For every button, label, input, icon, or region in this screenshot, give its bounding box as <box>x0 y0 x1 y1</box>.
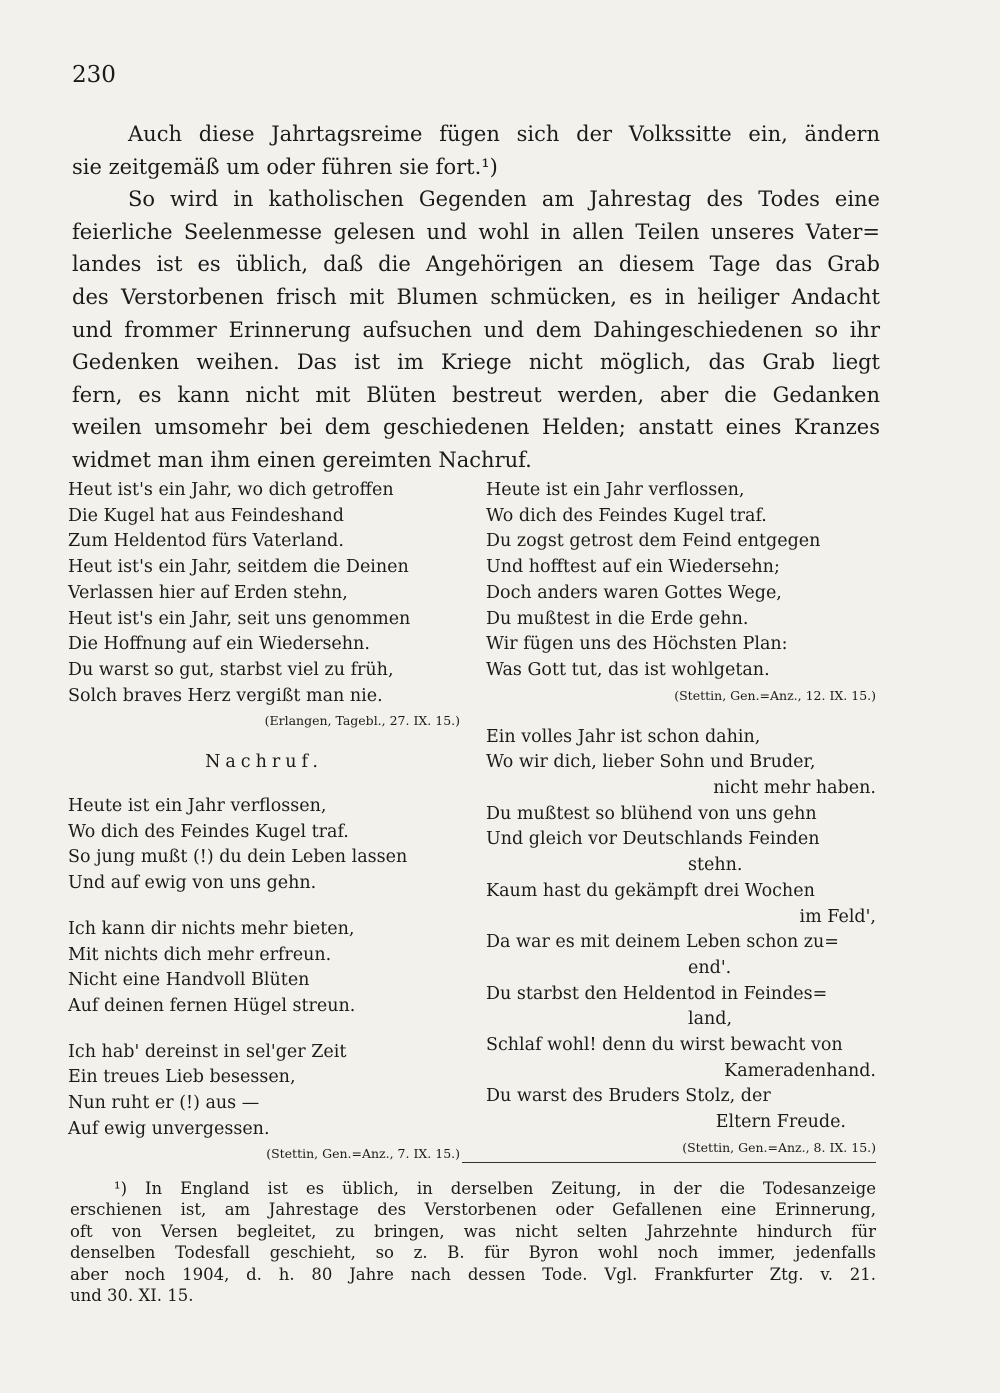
prose-line: widmet man ihm einen gereimten Nachruf. <box>72 447 532 472</box>
footnote-line: erschienen ist, am Jahrestage des Verstorbenen oder Gefallenen eine Erinnerung, <box>70 1200 876 1220</box>
verse-line: Heut ist's ein Jahr, wo dich getroffen <box>68 480 394 500</box>
verse-line: Du mußtest in die Erde gehn. <box>486 608 749 629</box>
verse-line: Heute ist ein Jahr verflossen, <box>486 480 745 500</box>
verse-line: Wo wir dich, lieber Sohn und Bruder, <box>486 752 816 773</box>
footnote <box>70 1178 876 1306</box>
poem-source: (Erlangen, Tagebl., 27. IX. 15.) <box>264 713 460 729</box>
prose-line: Auch diese Jahrtagsreime fügen sich der Volkssitte ein, ändern <box>128 122 880 146</box>
footnote-line: aber noch 1904, d. h. 80 Jahre nach dessen Tode. Vgl. Frankfurter Ztg. v. 21. <box>70 1264 876 1284</box>
verse-line: Ein volles Jahr ist schon dahin, <box>486 726 761 747</box>
verse-line: Wo dich des Feindes Kugel traf. <box>486 505 767 526</box>
footnote-line: denselben Todesfall geschieht, so z. B. für Byron wohl noch immer, jedenfalls <box>70 1243 876 1263</box>
footnote-rule <box>462 1162 876 1163</box>
poem-heading: Nachruf. <box>205 752 323 773</box>
verse-continuation: stehn. <box>688 855 743 876</box>
verse-line: Und gleich vor Deutschlands Feinden <box>486 829 820 850</box>
verse-line: Nun ruht er (!) aus — <box>68 1093 260 1114</box>
prose-line: weilen umsomehr bei dem geschiedenen Helden; anstatt eines Kranzes <box>72 415 880 440</box>
prose-line: und frommer Erinnerung aufsuchen und dem Dahingeschiedenen so ihr <box>72 317 880 342</box>
verse-continuation: im Feld', <box>799 906 876 927</box>
verse-line: Auf deinen fernen Hügel streun. <box>68 995 356 1016</box>
verse-continuation: Kameradenhand. <box>724 1060 876 1081</box>
verse-line: Und hofftest auf ein Wiedersehn; <box>486 557 780 578</box>
prose-line: fern, es kann nicht mit Blüten bestreut werden, aber die Gedanken <box>72 382 880 407</box>
verse-line: Heut ist's ein Jahr, seit uns genommen <box>68 608 411 629</box>
verse-line: Die Kugel hat aus Feindeshand <box>68 505 344 526</box>
verse-line: Du mußtest so blühend von uns gehn <box>486 803 817 824</box>
verse-line: Ich kann dir nichts mehr bieten, <box>68 918 355 939</box>
footnote-line: ¹) In England ist es üblich, in derselben Zeitung, in der die Todesanzeige <box>114 1179 876 1198</box>
verse-line: Ein treues Lieb besessen, <box>68 1067 296 1088</box>
verse-line: Doch anders waren Gottes Wege, <box>486 582 782 603</box>
verse-line: Du starbst den Heldentod in Feindes= <box>486 983 828 1004</box>
footnote-line: oft von Versen begleitet, zu bringen, was nicht selten Jahrzehnte hindurch für <box>70 1221 876 1241</box>
footnote-line: und 30. XI. 15. <box>70 1286 194 1306</box>
prose-paragraphs <box>72 118 880 477</box>
prose-line: So wird in katholischen Gegenden am Jahrestag des Todes eine <box>128 187 880 212</box>
verse-line: Auf ewig unvergessen. <box>68 1118 270 1139</box>
verse-continuation: end'. <box>688 957 732 978</box>
verse-line: Du warst so gut, starbst viel zu früh, <box>68 659 394 680</box>
prose-line: sie zeitgemäß um oder führen sie fort.¹) <box>72 154 498 179</box>
verse-line: Da war es mit deinem Leben schon zu= <box>486 932 839 953</box>
spacer <box>68 730 460 750</box>
verse-line: Zum Heldentod fürs Vaterland. <box>68 531 344 552</box>
verse-line: Solch braves Herz vergißt man nie. <box>68 685 383 706</box>
verse-line: Nicht eine Handvoll Blüten <box>68 970 310 991</box>
prose-line: feierliche Seelenmesse gelesen und wohl in allen Teilen unseres Vater= <box>72 219 880 244</box>
verse-line: Schlaf wohl! denn du wirst bewacht von <box>486 1035 843 1056</box>
verse-line: Ich hab' dereinst in sel'ger Zeit <box>68 1041 347 1062</box>
spacer <box>68 1020 460 1040</box>
poem-source: (Stettin, Gen.=Anz., 8. IX. 15.) <box>682 1139 876 1155</box>
verse-continuation: nicht mehr haben. <box>713 778 876 799</box>
verse-line: Die Hoffnung auf ein Wiedersehn. <box>68 634 370 655</box>
verse-continuation: land, <box>688 1009 733 1030</box>
poem-source: (Stettin, Gen.=Anz., 7. IX. 15.) <box>266 1146 460 1162</box>
prose-line: Gedenken weihen. Das ist im Kriege nicht möglich, das Grab liegt <box>72 350 880 375</box>
verse-line: So jung mußt (!) du dein Leben lassen <box>68 847 408 868</box>
page-number: 230 <box>72 62 116 88</box>
verse-line: Und auf ewig von uns gehn. <box>68 873 317 894</box>
verse-line: Heute ist ein Jahr verflossen, <box>68 796 327 817</box>
verse-line: Was Gott tut, das ist wohlgetan. <box>486 659 770 680</box>
verse-line: Verlassen hier auf Erden stehn, <box>68 582 348 603</box>
verse-line: Du warst des Bruders Stolz, der <box>486 1086 771 1107</box>
poem-source: (Stettin, Gen.=Anz., 12. IX. 15.) <box>674 687 876 703</box>
verse-line: Du zogst getrost dem Feind entgegen <box>486 531 821 552</box>
verse-line: Heut ist's ein Jahr, seitdem die Deinen <box>68 557 409 578</box>
verse-line: Mit nichts dich mehr erfreun. <box>68 944 332 965</box>
verse-continuation: Eltern Freude. <box>715 1112 846 1133</box>
spacer <box>68 897 460 917</box>
prose-line: des Verstorbenen frisch mit Blumen schmücken, es in heiliger Andacht <box>72 284 880 309</box>
verse-line: Wo dich des Feindes Kugel traf. <box>68 821 349 842</box>
verse-line: Kaum hast du gekämpft drei Wochen <box>486 880 815 901</box>
right-poem-column <box>486 478 876 1157</box>
verse-line: Wir fügen uns des Höchsten Plan: <box>486 634 788 655</box>
prose-line: landes ist es üblich, daß die Angehörigen an diesem Tage das Grab <box>72 252 880 277</box>
left-poem-column <box>68 478 460 1163</box>
spacer <box>486 705 876 725</box>
